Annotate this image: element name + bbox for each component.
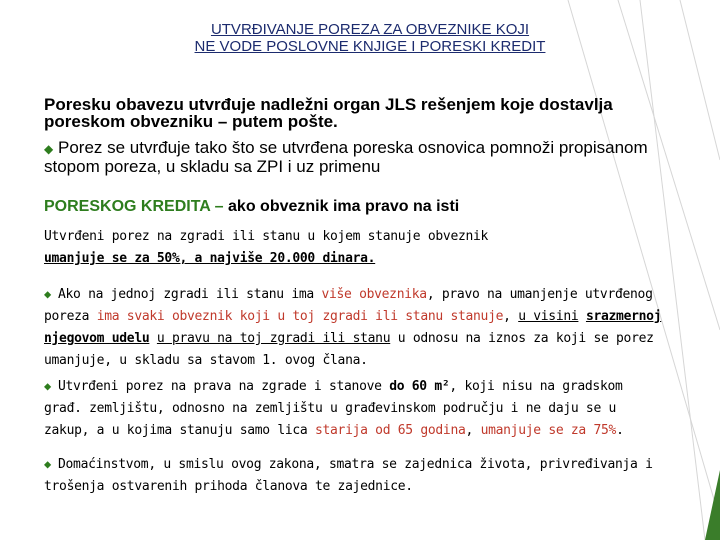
slide-title	[100, 21, 640, 55]
reduction-50-line-1: Utvrđeni porez na zgradi ili stanu u kojem stanuje obveznik	[44, 229, 489, 244]
underline-right-on-building: u pravu na toj zgradi ili stanu	[156, 331, 391, 346]
highlight-area-limit: do 60 m²	[389, 379, 450, 394]
text-run: Ako na jednoj zgradi ili stanu ima	[58, 287, 322, 302]
title-line-2: NE VODE POSLOVNE KNJIGE I PORESKI KREDIT	[194, 38, 546, 55]
text-run: .	[616, 423, 624, 438]
text-run: u odnosu na iznos za koji se porez umanjuje, u skladu sa stavom 1. ovog člana.	[44, 331, 654, 368]
tax-credit-heading	[44, 198, 664, 216]
highlight-each-owner: ima svaki obveznik koji u toj zgradi ili stanu stanuje	[96, 309, 504, 324]
diamond-bullet-icon: ◆	[44, 379, 51, 393]
title-line-1: UTVRĐIVANJE POREZA ZA OBVEZNIKE KOJI	[210, 21, 530, 38]
reduction-50-line-2: umanjuje se za 50%, a najviše 20.000 dinara.	[44, 251, 376, 266]
multiple-owners-paragraph	[44, 283, 664, 372]
text-run: , pravo na umanjenje utvrđenog poreza	[44, 287, 653, 324]
reduction-50-paragraph	[44, 226, 664, 270]
tax-credit-label: PORESKOG KREDITA –	[44, 198, 224, 215]
text-run: ,	[503, 309, 519, 324]
household-definition-paragraph	[44, 453, 664, 498]
diamond-bullet-icon: ◆	[44, 457, 51, 471]
reduction-75-paragraph	[44, 375, 664, 442]
highlight-more-owners: više obveznika	[321, 287, 427, 302]
household-definition-text: Domaćinstvom, u smislu ovog zakona, smatra se zajednica života, privređivanja i trošenja ostvarenih prihoda članova te zajednice.	[44, 457, 653, 494]
lead-paragraph: Poresku obavezu utvrđuje nadležni organ JLS rešenjem koje dostavlja poreskom obvezniku – putem pošte.	[44, 95, 613, 131]
text-run: , koji nisu na gradskom građ. zemljištu, odnosno na zemljištu u građevinskom području i ne daju se u zakup, a u kojima stanuju samo lica	[44, 379, 623, 438]
text-run: ,	[465, 423, 481, 438]
text-run	[578, 309, 586, 324]
highlight-age-limit: starija od 65 godina	[314, 423, 466, 438]
tax-rule-text: Porez se utvrđuje tako što se utvrđena poreska osnovica pomnoži propisanom stopom poreza, u skladu sa ZPI i uz primenu	[44, 138, 648, 176]
text-run	[149, 331, 157, 346]
diamond-bullet-icon: ◆	[44, 287, 51, 301]
diamond-bullet-icon: ◆	[44, 142, 54, 156]
highlight-proportional-share: srazmernoj njegovom udelu	[44, 309, 662, 346]
underline-amount: u visini	[518, 309, 579, 324]
text-run: Utvrđeni porez na prava na zgrade i stanove	[58, 379, 390, 394]
tax-credit-condition: ako obveznik ima pravo na isti	[223, 198, 460, 215]
tax-rule-paragraph	[44, 139, 664, 175]
highlight-reduction-75: umanjuje se za 75%	[480, 423, 617, 438]
corner-accent	[705, 470, 720, 540]
